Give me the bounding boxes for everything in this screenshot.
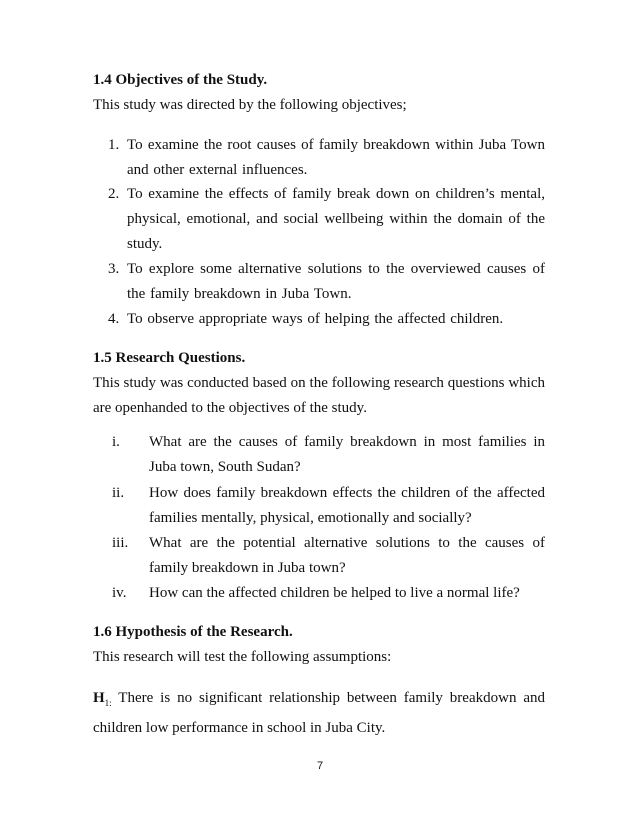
- objective-item: To examine the root causes of family breakdown within Juba Town and other external influences.: [127, 137, 545, 178]
- research-question: What are the causes of family breakdown in most families in Juba town, South Sudan?: [149, 434, 545, 475]
- question-numeral: iii.: [112, 535, 129, 551]
- objective-number: 4.: [108, 311, 120, 327]
- objective-number: 1.: [108, 137, 120, 153]
- question-numeral: i.: [112, 434, 120, 450]
- page-number: 7: [316, 760, 324, 772]
- research-question: How can the affected children be helped to live a normal life?: [149, 585, 520, 601]
- objective-number: 2.: [108, 186, 120, 202]
- hypothesis-label-sub: 1:: [104, 698, 112, 708]
- objective-number: 3.: [108, 261, 120, 277]
- question-numeral: ii.: [112, 485, 125, 501]
- question-numeral: iv.: [112, 585, 127, 601]
- research-questions-intro: This study was conducted based on the following research questions which are openhanded to the objectives of the study.: [93, 375, 545, 416]
- hypothesis-label: H: [93, 690, 105, 706]
- objective-item: To examine the effects of family break down on children’s mental, physical, emotional, and social wellbeing within the domain of the study.: [127, 186, 545, 252]
- objective-item: To observe appropriate ways of helping the affected children.: [127, 311, 504, 327]
- hypothesis-text: There is no significant relationship between family breakdown and children low performance in school in Juba City.: [93, 690, 545, 736]
- objectives-intro: This study was directed by the following objectives;: [93, 97, 407, 113]
- research-question: What are the potential alternative solutions to the causes of family breakdown in Juba town?: [149, 535, 545, 576]
- hypothesis-heading: 1.6 Hypothesis of the Research.: [93, 624, 293, 640]
- research-questions-heading: 1.5 Research Questions.: [93, 350, 246, 366]
- hypothesis-intro: This research will test the following assumptions:: [93, 649, 392, 665]
- hypothesis-h1: [93, 686, 545, 741]
- objective-item: To explore some alternative solutions to the overviewed causes of the family breakdown in Juba Town.: [127, 261, 545, 302]
- research-question: How does family breakdown effects the children of the affected families mentally, physical, emotionally and socially?: [149, 485, 545, 526]
- objectives-heading: 1.4 Objectives of the Study.: [93, 72, 268, 88]
